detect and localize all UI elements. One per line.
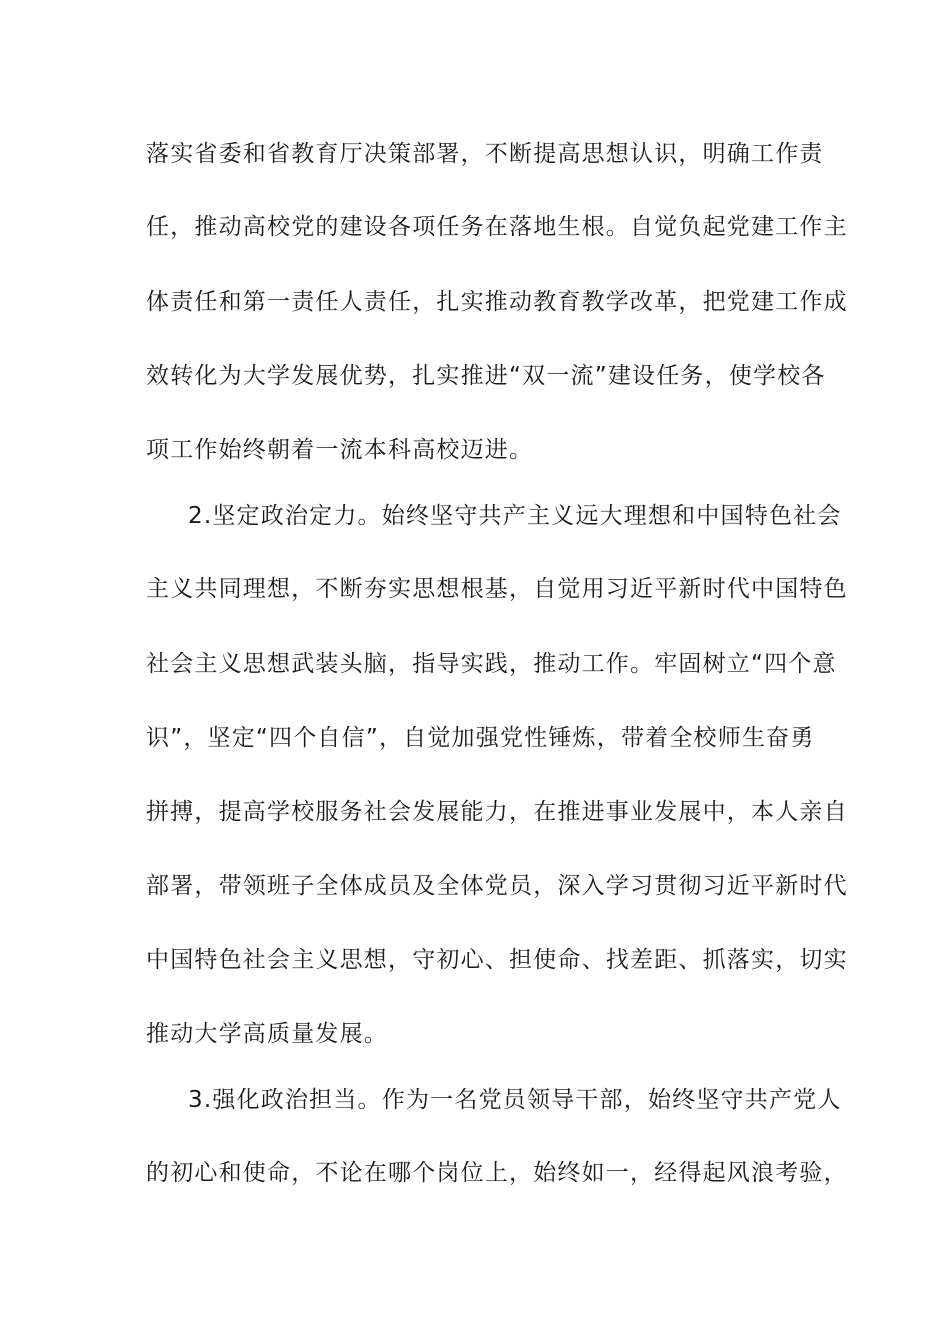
text-line: 识”，坚定“四个自信”，自觉加强党性锤炼，带着全校师生奋勇 [146, 725, 815, 751]
text-line: 任，推动高校党的建设各项任务在落地生根。自觉负起党建工作主 [146, 214, 848, 240]
text-line: 社会主义思想武装头脑，指导实践，推动工作。牢固树立“四个意 [146, 651, 837, 677]
paragraph-heading-line: 2.坚定政治定力。始终坚守共产主义远大理想和中国特色社会 [188, 503, 842, 529]
text-line: 的初心和使命，不论在哪个岗位上，始终如一，经得起风浪考验， [146, 1160, 848, 1186]
text-line: 中国特色社会主义思想，守初心、担使命、找差距、抓落实，切实 [146, 947, 848, 973]
text-line: 推动大学高质量发展。 [146, 1021, 388, 1047]
text-line: 落实省委和省教育厅决策部署，不断提高思想认识，明确工作责 [146, 141, 824, 167]
text-line: 部署，带领班子全体成员及全体党员，深入学习贯彻习近平新时代 [146, 873, 848, 899]
text-line: 体责任和第一责任人责任，扎实推动教育教学改革，把党建工作成 [146, 289, 848, 315]
text-line: 效转化为大学发展优势，扎实推进“双一流”建设任务，使学校各 [146, 363, 826, 389]
text-line: 主义共同理想，不断夯实思想根基，自觉用习近平新时代中国特色 [146, 576, 848, 602]
text-line: 拼搏，提高学校服务社会发展能力，在推进事业发展中，本人亲自 [146, 799, 848, 825]
text-line: 项工作始终朝着一流本科高校迈进。 [146, 437, 534, 463]
paragraph-heading-line: 3.强化政治担当。作为一名党员领导干部，始终坚守共产党人 [188, 1087, 842, 1113]
